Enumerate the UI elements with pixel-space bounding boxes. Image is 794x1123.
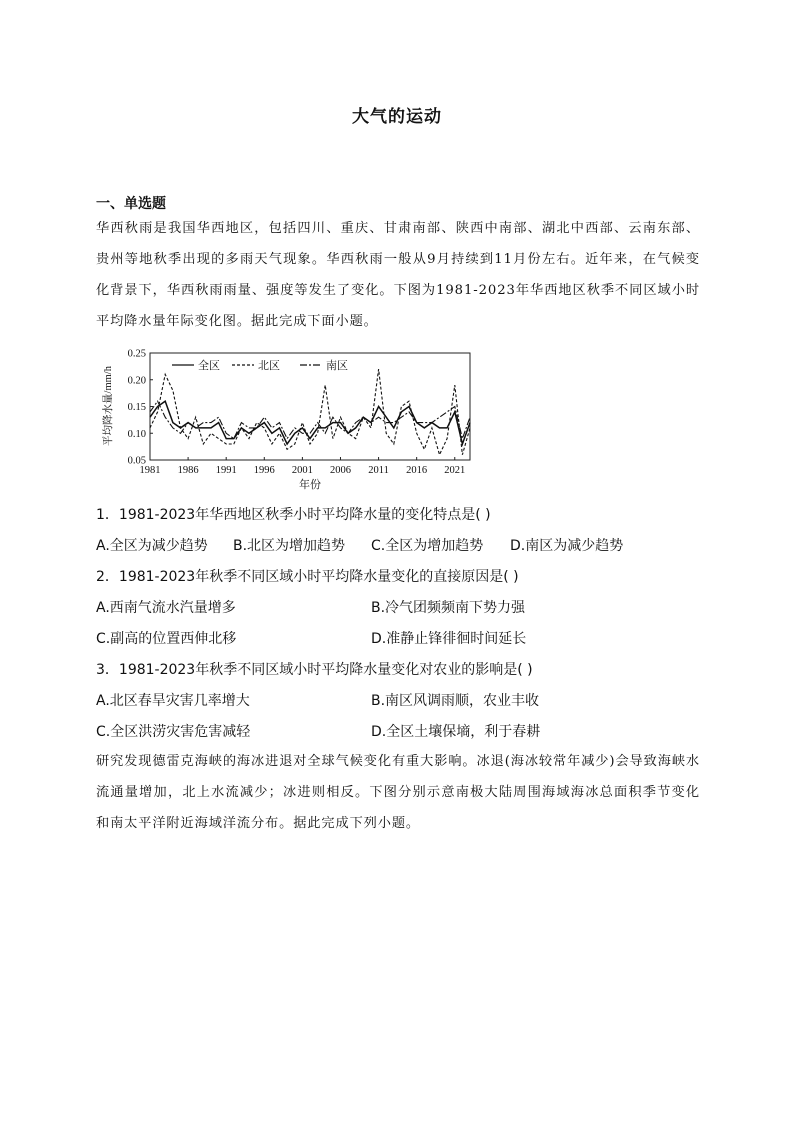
page-title: 大气的运动 [352,107,442,127]
y-tick-label: 0.15 [127,402,146,413]
legend-label-3: 南区 [326,360,348,372]
x-tick-label: 1986 [177,465,199,476]
passage-1: 华西秋雨是我国华西地区，包括四川、重庆、甘肃南部、陕西中南部、湖北中西部、云南东部、贵州等地秋季出现的多雨天气现象。华西秋雨一般从9月持续到11月份左右。近年来，在气候变化背景下，华西秋雨雨量、强度等发生了变化。下图为1981-2023年华西地区秋季不同区域小时平均降水量年际变化图。据此完成下面小题。 [96,221,700,329]
q3-option-b[interactable]: B.南区风调雨顺，农业丰收 [371,693,540,709]
question-1-stem: 1．1981-2023年华西地区秋季小时平均降水量的变化特点是( ) [96,507,491,523]
q3-option-c[interactable]: C.全区洪涝灾害危害减轻 [96,724,251,740]
series-line-2 [150,369,470,455]
q1-option-a[interactable]: A.全区为减少趋势 [96,538,208,554]
question-2-stem: 2．1981-2023年秋季不同区域小时平均降水量变化的直接原因是( ) [96,569,519,585]
passage-2: 研究发现德雷克海峡的海冰进退对全球气候变化有重大影响。冰退(海冰较常年减少)会导致海峡水流通量增加，北上水流减少；冰进则相反。下图分别示意南极大陆周围海域海冰总面积季节变化和南太平洋附近海域洋流分布。据此完成下列小题。 [96,754,700,831]
section-heading: 一、单选题 [96,196,166,212]
y-tick-label: 0.05 [127,455,146,467]
y-axis-label: 平均降水量/mm/h [103,366,114,446]
x-tick-label: 1981 [139,465,161,476]
x-tick-label: 2021 [444,465,466,476]
legend-label-1: 全区 [198,360,220,372]
q2-option-d[interactable]: D.准静止锋徘徊时间延长 [371,631,527,647]
precipitation-chart [100,348,480,494]
q3-option-d[interactable]: D.全区土壤保墒，利于春耕 [371,724,541,740]
x-tick-label: 2016 [406,465,428,476]
q2-option-a[interactable]: A.西南气流水汽量增多 [96,600,236,616]
x-tick-label: 1996 [253,465,275,476]
x-tick-label: 2001 [291,465,313,476]
q2-option-c[interactable]: C.副高的位置西伸北移 [96,631,237,647]
x-tick-label: 1991 [215,465,237,476]
question-3-stem: 3．1981-2023年秋季不同区域小时平均降水量变化对农业的影响是( ) [96,662,533,678]
q1-option-d[interactable]: D.南区为减少趋势 [510,538,624,554]
x-tick-label: 2006 [329,465,351,476]
y-tick-label: 0.10 [127,428,146,440]
x-tick-label: 2011 [368,465,389,476]
y-tick-label: 0.25 [127,348,146,360]
q2-option-b[interactable]: B.冷气团频频南下势力强 [371,600,526,616]
y-tick-label: 0.20 [127,375,146,387]
legend-label-2: 北区 [258,360,280,372]
q3-option-a[interactable]: A.北区春旱灾害几率增大 [96,693,250,709]
q1-option-b[interactable]: B.北区为增加趋势 [233,538,346,554]
x-axis-label: 年份 [299,479,321,491]
q1-option-c[interactable]: C.全区为增加趋势 [371,538,484,554]
series-line-3 [150,401,470,438]
